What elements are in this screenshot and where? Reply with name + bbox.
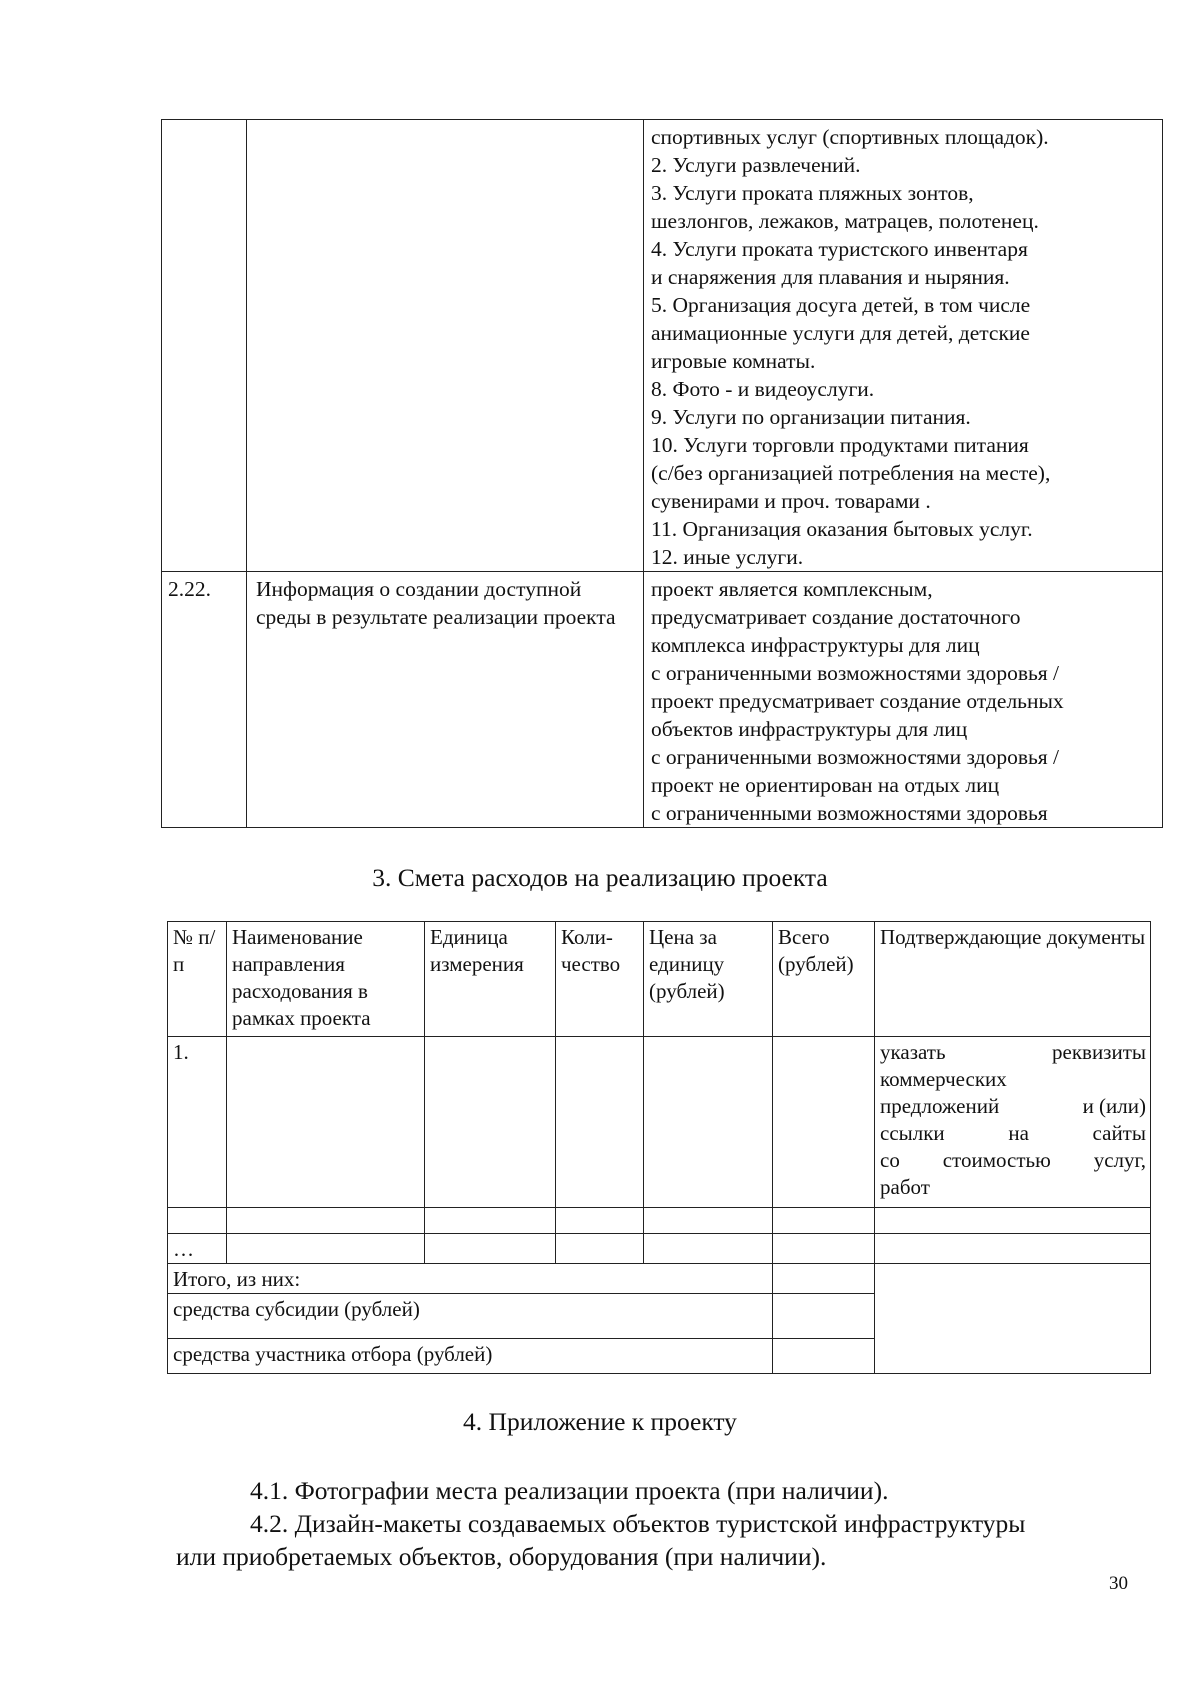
table-row-ellipsis xyxy=(168,1234,1151,1264)
table-row xyxy=(162,120,1163,572)
accessibility-options-cell xyxy=(644,572,1163,828)
total-label: Итого, из них: xyxy=(168,1264,773,1294)
appendix-item-4-2-continuation: или приобретаемых объектов, оборудования (при наличии). xyxy=(176,1542,827,1571)
accessibility-line: объектов инфраструктуры для лиц xyxy=(651,717,968,741)
service-line: 9. Услуги по организации питания. xyxy=(651,405,971,429)
service-line: 11. Организация оказания бытовых услуг. xyxy=(651,517,1033,541)
docs-word: со xyxy=(880,1148,900,1172)
docs-word: предложений xyxy=(880,1094,1000,1118)
header-total: Всего (рублей) xyxy=(773,922,875,1037)
service-line: шезлонгов, лежаков, матрацев, полотенец. xyxy=(651,209,1039,233)
service-line: игровые комнаты. xyxy=(651,349,816,373)
service-line: 10. Услуги торговли продуктами питания xyxy=(651,433,1029,457)
docs-word: на xyxy=(1008,1121,1029,1145)
header-number: № п/п xyxy=(168,922,227,1037)
section4-title: 4. Приложение к проекту xyxy=(463,1407,737,1436)
docs-word: работ xyxy=(880,1175,930,1199)
service-line: анимационные услуги для детей, детские xyxy=(651,321,1030,345)
docs-instruction-line xyxy=(880,1147,1146,1174)
docs-word: и (или) xyxy=(1082,1094,1146,1118)
budget-table xyxy=(167,921,1151,1374)
docs-instruction-line xyxy=(880,1174,1146,1201)
service-line: и снаряжения для плавания и ныряния. xyxy=(651,265,1010,289)
accessibility-line: проект не ориентирован на отдых лиц xyxy=(651,773,1000,797)
service-line: спортивных услуг (спортивных площадок). xyxy=(651,125,1049,149)
service-line: (с/без организацией потребления на месте), xyxy=(651,461,1051,485)
section3-title: 3. Смета расходов на реализацию проекта xyxy=(372,863,828,892)
project-info-table xyxy=(161,119,1163,828)
header-price: Цена за единицу (рублей) xyxy=(644,922,773,1037)
header-quantity: Коли-чество xyxy=(556,922,644,1037)
accessibility-line: с ограниченными возможностями здоровья xyxy=(651,801,1048,825)
ellipsis-cell: … xyxy=(168,1234,227,1264)
docs-word: коммерческих xyxy=(880,1067,1007,1091)
header-docs: Подтверждающие документы xyxy=(875,922,1151,1037)
appendix-item-4-1: 4.1. Фотографии места реализации проекта (при наличии). xyxy=(250,1476,889,1505)
docs-instruction-cell xyxy=(875,1037,1151,1208)
docs-instruction-line xyxy=(880,1039,1146,1066)
service-line: 5. Организация досуга детей, в том числе xyxy=(651,293,1031,317)
docs-word: услуг, xyxy=(1093,1148,1146,1172)
total-row xyxy=(168,1264,1151,1294)
service-line: 8. Фото - и видеоуслуги. xyxy=(651,377,875,401)
accessibility-line: с ограниченными возможностями здоровья / xyxy=(651,745,1060,769)
row-number: 2.22. xyxy=(162,572,247,828)
services-list-cell xyxy=(644,120,1163,572)
docs-word: ссылки xyxy=(880,1121,945,1145)
service-line: 12. иные услуги. xyxy=(651,545,804,569)
page-number: 30 xyxy=(1109,1573,1128,1594)
header-unit: Единица измерения xyxy=(425,922,556,1037)
docs-instruction-line xyxy=(880,1066,1146,1093)
accessibility-line: предусматривает создание достаточного xyxy=(651,605,1021,629)
service-line: 4. Услуги проката туристского инвентаря xyxy=(651,237,1028,261)
number-cell xyxy=(162,120,247,572)
participant-label: средства участника отбора (рублей) xyxy=(168,1339,773,1374)
accessibility-line: комплекса инфраструктуры для лиц xyxy=(651,633,980,657)
header-name: Наименование направления расходования в рамках проекта xyxy=(227,922,425,1037)
row-number: 1. xyxy=(168,1037,227,1208)
accessibility-line: проект является комплексным, xyxy=(651,577,933,601)
docs-word: указать xyxy=(880,1040,946,1064)
docs-instruction-line xyxy=(880,1120,1146,1147)
docs-word: стоимостью xyxy=(942,1148,1051,1172)
accessibility-line: проект предусматривает создание отдельных xyxy=(651,689,1064,713)
table-header-row xyxy=(168,922,1151,1037)
summary-docs-cell xyxy=(875,1264,1151,1374)
subsidy-label: средства субсидии (рублей) xyxy=(168,1294,773,1339)
label-cell xyxy=(247,120,644,572)
docs-word: сайты xyxy=(1092,1121,1146,1145)
service-line: 3. Услуги проката пляжных зонтов, xyxy=(651,181,974,205)
docs-instruction-line xyxy=(880,1093,1146,1120)
docs-word: реквизиты xyxy=(1052,1040,1146,1064)
table-row-empty xyxy=(168,1208,1151,1234)
service-line: сувенирами и проч. товарами . xyxy=(651,489,931,513)
service-line: 2. Услуги развлечений. xyxy=(651,153,861,177)
appendix-item-4-2: 4.2. Дизайн-макеты создаваемых объектов туристской инфраструктуры xyxy=(250,1509,1026,1538)
row-label: Информация о создании доступной среды в результате реализации проекта xyxy=(247,572,644,828)
table-row-2-22 xyxy=(162,572,1163,828)
table-row xyxy=(168,1037,1151,1208)
accessibility-line: с ограниченными возможностями здоровья / xyxy=(651,661,1060,685)
